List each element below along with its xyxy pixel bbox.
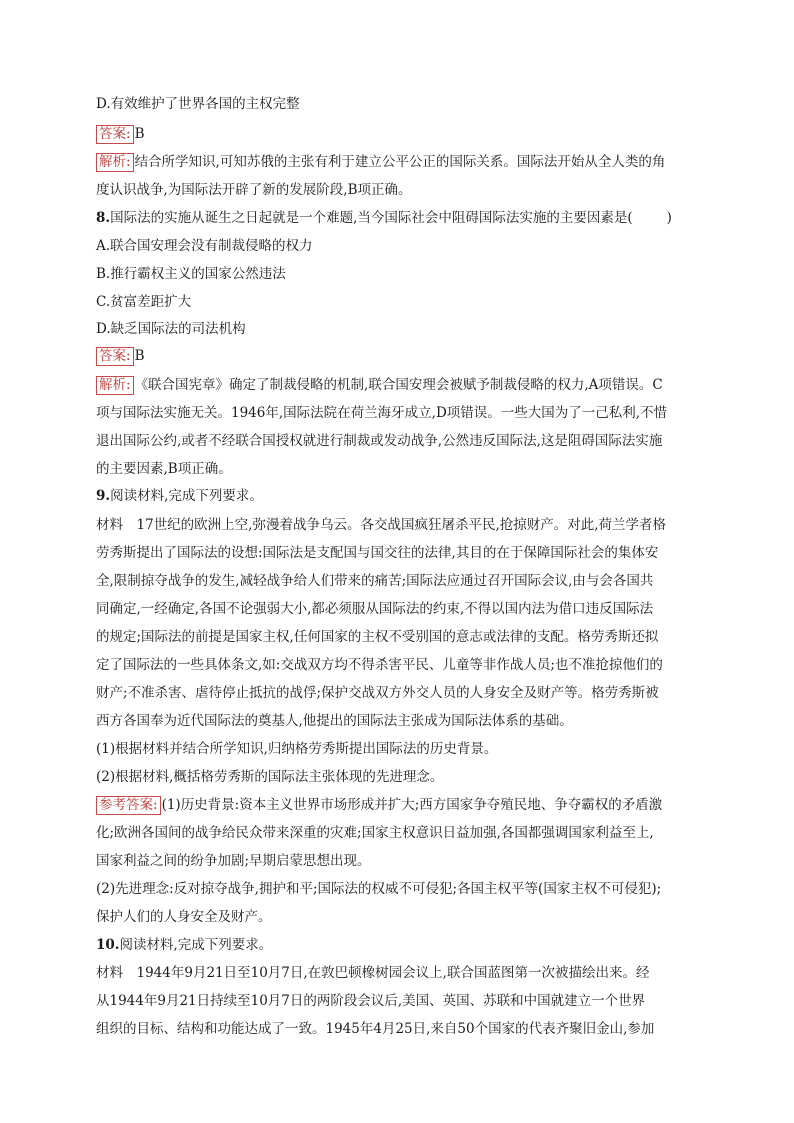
q7-option-d: D.有效维护了世界各国的主权完整 [96,96,300,112]
q8-analysis-line: 退出国际公约,或者不经联合国授权就进行制裁或发动战争,公然违反国际法,这是阻碍国际法实施 [96,433,663,449]
q9-material-line: 西方各国奉为近代国际法的奠基人,他提出的国际法主张成为国际法体系的基础。 [96,713,573,729]
question-stem: 阅读材料,完成下列要求。 [110,488,263,504]
q9-material-line: 同确定,一经确定,各国不论强弱大小,都必须服从国际法的约束,不得以国内法为借口违反国际法 [96,601,654,617]
reference-answer-tag: 参考答案: [96,796,161,815]
q7-answer [96,124,144,144]
question-number: 9. [96,488,111,504]
q9-reference-line: (2)先进理念:反对掠夺战争,拥护和平;国际法的权威不可侵犯;各国主权平等(国家主权不可侵犯); [96,881,662,897]
answer-value: B [134,126,145,142]
answer-tag: 答案: [96,347,134,366]
q9-material-line: 材料 17世纪的欧洲上空,弥漫着战争乌云。各交战国疯狂屠杀平民,抢掠财产。对此,荷兰学者格 [96,517,667,533]
q8-analysis-line: 的主要因素,B项正确。 [96,461,232,477]
q9-material-line: 劳秀斯提出了国际法的设想:国际法是支配国与国交往的法律,其目的在于保障国际社会的集体安 [96,545,659,561]
analysis-text: 《联合国宪章》确定了制裁侵略的机制,联合国安理会被赋予制裁侵略的权力,A项错误。C [134,377,663,393]
q8-option: D.缺乏国际法的司法机构 [96,321,246,337]
question-number: 10. [96,937,120,953]
q9-material-line: 的规定;国际法的前提是国家主权,任何国家的主权不受别国的意志或法律的支配。格劳秀斯还拟 [96,629,659,645]
q8-answer [96,346,144,366]
q9-material-line: 定了国际法的一些具体条文,如:交战双方均不得杀害平民、儿童等非作战人员;也不准抢掠他们的 [96,657,663,673]
q9-requirement: (2)根据材料,概括格劳秀斯的国际法主张体现的先进理念。 [96,769,444,785]
question-stem-end: ) [666,210,672,226]
q8-analysis-line [96,375,663,395]
q7-analysis-line: 度认识战争,为国际法开辟了新的发展阶段,B项正确。 [96,182,412,198]
q8-option: C.贫富差距扩大 [96,294,192,310]
analysis-text: 结合所学知识,可知苏俄的主张有利于建立公平公正的国际关系。国际法开始从全人类的角 [134,154,666,170]
q10-material-line: 组织的目标、结构和功能达成了一致。1945年4月25日,来自50个国家的代表齐聚旧金山,参加 [96,1021,655,1037]
q7-analysis-line [96,152,665,172]
q9-material-line: 财产;不准杀害、虐待停止抵抗的战俘;保护交战双方外交人员的人身安全及财产等。格劳秀斯被 [96,685,659,701]
q10-material-line: 材料 1944年9月21日至10月7日,在敦巴顿橡树园会议上,联合国蓝图第一次被描绘出来。经 [96,965,650,981]
question-number: 8. [96,210,111,226]
q9-reference-line: 化;欧洲各国间的战争给民众带来深重的灾难;国家主权意识日益加强,各国都强调国家利益至上, [96,825,654,841]
q9-material-line: 全,限制掠夺战争的发生,减轻战争给人们带来的痛苦;国际法应通过召开国际会议,由与会各国共 [96,573,654,589]
q9-reference-line: 国家利益之间的纷争加剧;早期启蒙思想出现。 [96,853,371,869]
q8-option: A.联合国安理会没有制裁侵略的权力 [96,238,313,254]
question-stem: 国际法的实施从诞生之日起就是一个难题,当今国际社会中阻碍国际法实施的主要因素是( [110,210,633,226]
answer-tag: 答案: [96,125,134,144]
q9-requirement: (1)根据材料并结合所学知识,归纳格劳秀斯提出国际法的历史背景。 [96,741,498,757]
q8-analysis-line: 项与国际法实施无关。1946年,国际法院在荷兰海牙成立,D项错误。一些大国为了一己私利,不惜 [96,405,668,421]
q8-stem [96,208,672,228]
answer-value: B [134,348,145,364]
question-stem: 阅读材料,完成下列要求。 [119,937,273,953]
q10-material-line: 从1944年9月21日持续至10月7日的两阶段会议后,美国、英国、苏联和中国就建立一个世界 [96,993,646,1009]
q9-reference-line: 保护人们的人身安全及财产。 [96,909,272,925]
analysis-tag: 解析: [96,153,134,172]
q9-reference-line [96,795,662,815]
q9-stem [96,486,263,506]
q10-stem [96,935,272,955]
q8-option: B.推行霸权主义的国家公然违法 [96,266,286,282]
analysis-tag: 解析: [96,376,134,395]
reference-text: (1)历史背景:资本主义世界市场形成并扩大;西方国家争夺殖民地、争夺霸权的矛盾激 [161,797,663,813]
